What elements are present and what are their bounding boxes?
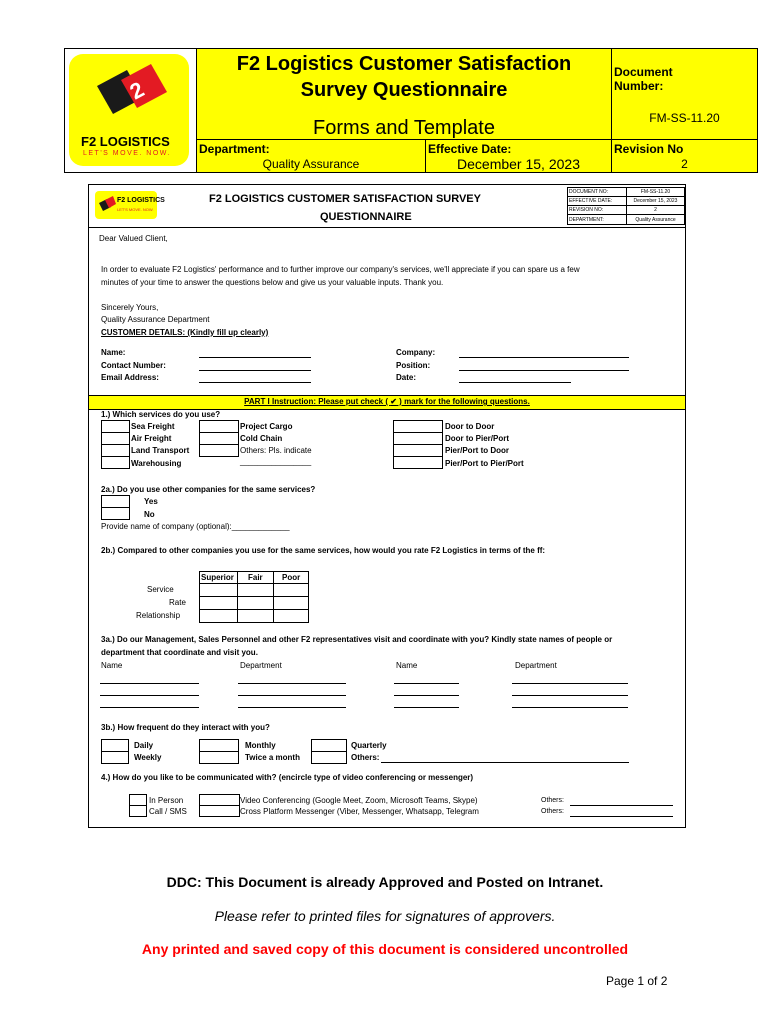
provide-company-field[interactable]: Provide name of company (optional):_____________ [101,522,290,531]
company-label: Company: [396,348,436,357]
position-label: Position: [396,361,431,370]
form-logo [95,191,165,219]
email-field[interactable] [199,382,311,383]
services-col1-boxes [101,420,129,470]
contact-name-field[interactable] [394,683,459,684]
meta-label: REVISION NO: [569,207,604,213]
check-icon: ✔ [390,397,397,406]
customer-details-heading: CUSTOMER DETAILS: (Kindly fill up clearly) [101,328,269,337]
yes-label: Yes [144,497,158,506]
department-label: Department: [199,142,270,156]
header-docnum-cell [611,48,758,140]
rating-cell-rate-fair[interactable] [237,596,274,610]
form-meta-table [567,187,685,227]
checkbox-others-frequency[interactable] [311,751,347,764]
part1-instruction-bar [89,395,685,410]
company-field[interactable] [459,357,629,358]
meta-label: DEPARTMENT: [569,217,604,223]
rating-cell-service-superior[interactable] [199,583,238,597]
docnum-label-1: Document [614,65,673,79]
col-name-label: Name [396,661,418,670]
checkbox-others-service[interactable] [199,444,239,457]
contact-label: Contact Number: [101,361,166,370]
meta-label: DOCUMENT NO: [569,189,609,195]
others-video-field[interactable] [570,805,673,806]
services-col2-boxes [199,420,239,470]
quarterly-label: Quarterly [351,741,387,750]
part1-pre: PART I Instruction: Please put check ( [244,397,391,406]
svg-text:2: 2 [125,76,149,105]
docnum-value: FM-SS-11.20 [649,111,720,125]
service-label: Sea Freight [131,422,175,431]
twice-label: Twice a month [245,753,300,762]
q1-heading: 1.) Which services do you use? [101,410,221,419]
logo-tagline: LET'S MOVE. NOW. [83,150,171,157]
header-revision-cell [611,139,758,173]
refer-notice: Please refer to printed files for signatures of approvers. [214,908,556,924]
meta-value: Quality Assurance [635,217,676,223]
intro-line-2: minutes of your time to answer the questions below and give us your valuable inputs. Thank you. [101,278,444,287]
rating-cell-relationship-poor[interactable] [273,609,309,623]
header-logo-cell [64,48,196,173]
meta-value: FM-SS-11.20 [640,189,671,195]
rating-cell-service-poor[interactable] [273,583,309,597]
service-label: Door to Door [445,422,495,431]
meta-label-cell [567,214,627,225]
docnum-label-2: Number: [614,79,664,93]
service-others-field[interactable]: ________________ [240,457,312,466]
ddc-notice: DDC: This Document is already Approved and Posted on Intranet. [166,874,604,890]
checkbox-pier-to-pier[interactable] [393,456,443,469]
contact-name-field[interactable] [394,695,459,696]
service-label: Warehousing [131,459,182,468]
contact-department-field[interactable] [512,695,628,696]
others-messenger-label: Others: [541,808,564,815]
others-messenger-field[interactable] [570,816,673,817]
rating-table [199,571,309,623]
position-field[interactable] [459,370,629,371]
contact-department-field[interactable] [512,707,628,708]
checkbox-call-sms[interactable] [129,805,147,817]
greeting: Dear Valued Client, [99,234,168,243]
date-field[interactable] [459,382,571,383]
services-col3-boxes [393,420,443,470]
rating-header: Poor [282,573,301,582]
uncontrolled-notice: Any printed and saved copy of this document is considered uncontrolled [141,941,629,957]
f2-logo [69,54,189,166]
service-label: Air Freight [131,434,172,443]
messenger-label: Cross Platform Messenger (Viber, Messenger, Whatsapp, Telegram [240,807,479,816]
contact-name-field[interactable] [100,707,199,708]
name-label: Name: [101,348,126,357]
call-sms-label: Call / SMS [149,807,187,816]
contact-department-field[interactable] [238,683,346,684]
effective-label: Effective Date: [428,142,512,156]
col-department-label: Department [515,661,557,670]
rating-header: Superior [201,573,234,582]
service-label: Land Transport [131,446,190,455]
rating-cell-relationship-fair[interactable] [237,609,274,623]
rating-row-label: Service [147,585,174,594]
rating-row-label: Rate [169,598,186,607]
form-title-line2: QUESTIONNAIRE [320,211,412,223]
service-label: Pier/Port to Pier/Port [445,459,524,468]
service-label: Door to Pier/Port [445,434,510,443]
survey-form [88,184,686,828]
weekly-label: Weekly [134,753,162,762]
header-department-cell [196,139,426,173]
video-label: Video Conferencing (Google Meet, Zoom, Microsoft Teams, Skype) [240,796,478,805]
header-title-cell [196,48,612,140]
service-label: Pier/Port to Door [445,446,510,455]
revision-label: Revision No [614,142,684,156]
q2a-heading: 2a.) Do you use other companies for the same services? [101,485,316,494]
service-label: Project Cargo [240,422,293,431]
meta-value: December 15, 2023 [633,198,678,204]
q3b-heading: 3b.) How frequent do they interact with you? [101,723,270,732]
checkbox-weekly[interactable] [101,751,129,764]
header-title-line1: F2 Logistics Customer Satisfaction [236,53,572,75]
header-title-line2: Survey Questionnaire [300,79,508,101]
rating-header: Fair [248,573,263,582]
page-number: Page 1 of 2 [606,974,668,988]
intro-line-1: In order to evaluate F2 Logistics' performance and to further improve our company's services, we'll appreciate if you can spare us a few [101,265,580,274]
contact-department-field[interactable] [238,695,346,696]
service-label: Others: Pls. indicate [240,446,312,455]
contact-name-field[interactable] [100,683,199,684]
checkbox-no[interactable] [101,507,130,520]
daily-label: Daily [134,741,154,750]
email-label: Email Address: [101,373,159,382]
sign-department: Quality Assurance Department [101,315,210,324]
form-header-divider [89,227,685,228]
q3a-heading-line1: 3a.) Do our Management, Sales Personnel and other F2 representatives visit and coordinate with you? Kindly state names of people or [101,635,613,644]
meta-label: EFFECTIVE DATE: [569,198,613,204]
service-label: Cold Chain [240,434,283,443]
part1-post: ) mark for the following questions. [396,397,530,406]
form-logo-wordmark: F2 LOGISTICS [117,197,165,204]
others-frequency-label: Others: [351,753,380,762]
rating-cell-rate-poor[interactable] [273,596,309,610]
others-video-label: Others: [541,797,564,804]
header-subtitle: Forms and Template [313,117,495,139]
f2-logo-mark-icon [69,56,189,136]
others-frequency-field[interactable] [381,762,629,763]
col-name-label: Name [101,661,123,670]
monthly-label: Monthly [245,741,276,750]
sign-off: Sincerely Yours, [101,303,159,312]
rating-cell-relationship-superior[interactable] [199,609,238,623]
rating-row-label: Relationship [136,611,181,620]
date-label: Date: [396,373,417,382]
form-logo-tagline: LET'S MOVE. NOW. [117,207,154,212]
no-label: No [144,510,155,519]
header-effective-cell [425,139,612,173]
q4-heading: 4.) How do you like to be communicated with? (encircle type of video conferencing or messenger) [101,773,474,782]
contact-name-field[interactable] [100,695,199,696]
q2b-heading: 2b.) Compared to other companies you use for the same services, how would you rate F2 Logistics in terms of the ff: [101,546,546,555]
checkbox-messenger[interactable] [199,805,240,817]
meta-value-cell [626,214,685,225]
contact-name-field[interactable] [394,707,459,708]
department-value: Quality Assurance [262,157,360,171]
rating-cell-rate-superior[interactable] [199,596,238,610]
checkbox-warehousing[interactable] [101,456,130,469]
f2-small-logo-icon [97,195,117,215]
q3a-heading-line2: department that coordinate and visit you. [101,648,258,657]
contact-field[interactable] [199,370,311,371]
part1-instruction [89,397,685,406]
contact-department-field[interactable] [512,683,628,684]
document-header [64,48,758,173]
logo-wordmark: F2 LOGISTICS [81,134,170,149]
revision-value: 2 [681,157,688,171]
col-department-label: Department [240,661,282,670]
form-title-line1: F2 LOGISTICS CUSTOMER SATISFACTION SURVEY [209,193,481,205]
contact-department-field[interactable] [238,707,346,708]
in-person-label: In Person [149,796,184,805]
name-field[interactable] [199,357,311,358]
checkbox-twice-a-month[interactable] [199,751,239,764]
meta-value: 2 [654,207,657,213]
rating-cell-service-fair[interactable] [237,583,274,597]
effective-value: December 15, 2023 [457,156,580,172]
